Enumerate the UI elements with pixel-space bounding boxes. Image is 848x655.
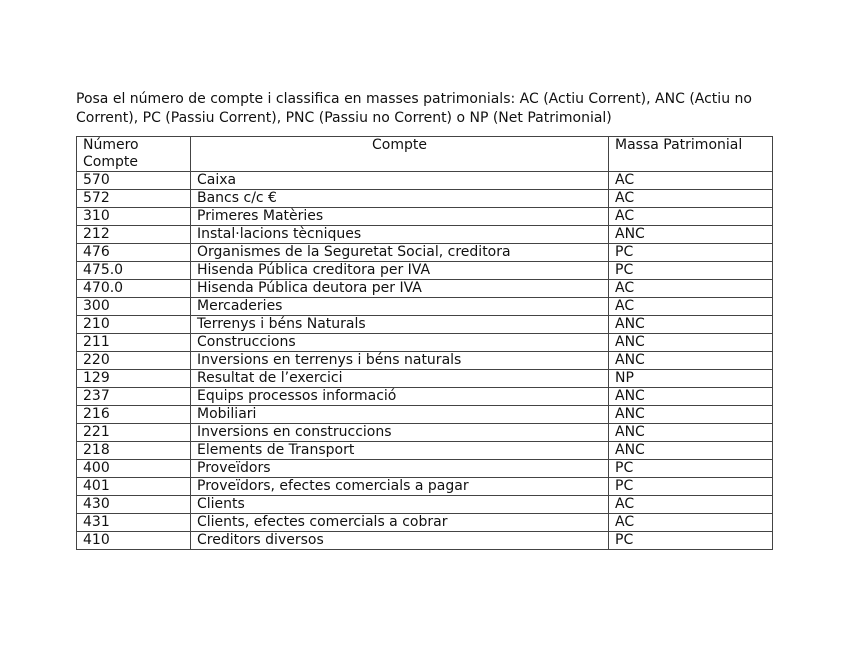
- patrimonial-mass-cell: ANC: [609, 334, 773, 352]
- account-number-cell: 475.0: [77, 262, 191, 280]
- table-row: [77, 496, 773, 514]
- account-number-cell: 400: [77, 460, 191, 478]
- patrimonial-mass-cell: AC: [609, 514, 773, 532]
- table-body: [77, 172, 773, 550]
- account-name-cell: Proveïdors: [191, 460, 609, 478]
- account-number-cell: 570: [77, 172, 191, 190]
- patrimonial-mass-cell: ANC: [609, 316, 773, 334]
- account-number-cell: 431: [77, 514, 191, 532]
- header-account-number: Número Compte: [77, 137, 191, 172]
- patrimonial-mass-cell: ANC: [609, 406, 773, 424]
- account-number-cell: 211: [77, 334, 191, 352]
- table-row: [77, 190, 773, 208]
- table-row: [77, 262, 773, 280]
- table-header-row: [77, 137, 773, 172]
- table-row: [77, 226, 773, 244]
- table-row: [77, 172, 773, 190]
- account-number-cell: 430: [77, 496, 191, 514]
- table-row: [77, 478, 773, 496]
- table-row: [77, 352, 773, 370]
- account-name-cell: Clients, efectes comercials a cobrar: [191, 514, 609, 532]
- table-row: [77, 244, 773, 262]
- patrimonial-mass-cell: AC: [609, 496, 773, 514]
- account-number-cell: 410: [77, 532, 191, 550]
- account-name-cell: Hisenda Pública deutora per IVA: [191, 280, 609, 298]
- patrimonial-mass-cell: ANC: [609, 352, 773, 370]
- table-row: [77, 370, 773, 388]
- patrimonial-mass-cell: AC: [609, 172, 773, 190]
- account-name-cell: Hisenda Pública creditora per IVA: [191, 262, 609, 280]
- account-name-cell: Creditors diversos: [191, 532, 609, 550]
- table-row: [77, 460, 773, 478]
- table-row: [77, 298, 773, 316]
- accounts-table: [76, 136, 773, 550]
- patrimonial-mass-cell: AC: [609, 298, 773, 316]
- account-number-cell: 220: [77, 352, 191, 370]
- account-number-cell: 572: [77, 190, 191, 208]
- account-name-cell: Bancs c/c €: [191, 190, 609, 208]
- patrimonial-mass-cell: NP: [609, 370, 773, 388]
- account-name-cell: Resultat de l’exercici: [191, 370, 609, 388]
- account-name-cell: Mercaderies: [191, 298, 609, 316]
- account-name-cell: Proveïdors, efectes comercials a pagar: [191, 478, 609, 496]
- account-number-cell: 401: [77, 478, 191, 496]
- account-number-cell: 218: [77, 442, 191, 460]
- header-account-name: Compte: [191, 137, 609, 172]
- account-name-cell: Instal·lacions tècniques: [191, 226, 609, 244]
- account-name-cell: Terrenys i béns Naturals: [191, 316, 609, 334]
- table-row: [77, 280, 773, 298]
- account-name-cell: Inversions en construccions: [191, 424, 609, 442]
- account-number-cell: 476: [77, 244, 191, 262]
- account-name-cell: Organismes de la Seguretat Social, creditora: [191, 244, 609, 262]
- table-row: [77, 514, 773, 532]
- header-patrimonial-mass: Massa Patrimonial: [609, 137, 773, 172]
- patrimonial-mass-cell: ANC: [609, 424, 773, 442]
- table-row: [77, 406, 773, 424]
- table-row: [77, 442, 773, 460]
- table-row: [77, 316, 773, 334]
- account-number-cell: 210: [77, 316, 191, 334]
- patrimonial-mass-cell: AC: [609, 190, 773, 208]
- account-number-cell: 310: [77, 208, 191, 226]
- table-row: [77, 424, 773, 442]
- table-row: [77, 334, 773, 352]
- account-number-cell: 237: [77, 388, 191, 406]
- patrimonial-mass-cell: PC: [609, 262, 773, 280]
- account-number-cell: 212: [77, 226, 191, 244]
- account-name-cell: Mobiliari: [191, 406, 609, 424]
- account-name-cell: Clients: [191, 496, 609, 514]
- account-name-cell: Inversions en terrenys i béns naturals: [191, 352, 609, 370]
- patrimonial-mass-cell: ANC: [609, 226, 773, 244]
- patrimonial-mass-cell: PC: [609, 460, 773, 478]
- account-name-cell: Primeres Matèries: [191, 208, 609, 226]
- account-number-cell: 300: [77, 298, 191, 316]
- instructions-text: Posa el número de compte i classifica en masses patrimonials: AC (Actiu Corrent), ANC (Actiu no Corrent), PC (Passiu Corrent), PNC (Passiu no Corrent) o NP (Net Patrimonial): [76, 91, 752, 126]
- account-number-cell: 129: [77, 370, 191, 388]
- patrimonial-mass-cell: PC: [609, 532, 773, 550]
- table-row: [77, 388, 773, 406]
- account-number-cell: 470.0: [77, 280, 191, 298]
- patrimonial-mass-cell: AC: [609, 208, 773, 226]
- patrimonial-mass-cell: AC: [609, 280, 773, 298]
- account-name-cell: Equips processos informació: [191, 388, 609, 406]
- document-page: [76, 90, 776, 550]
- patrimonial-mass-cell: PC: [609, 244, 773, 262]
- table-row: [77, 532, 773, 550]
- patrimonial-mass-cell: ANC: [609, 388, 773, 406]
- patrimonial-mass-cell: PC: [609, 478, 773, 496]
- account-number-cell: 221: [77, 424, 191, 442]
- patrimonial-mass-cell: ANC: [609, 442, 773, 460]
- account-name-cell: Elements de Transport: [191, 442, 609, 460]
- account-name-cell: Caixa: [191, 172, 609, 190]
- table-row: [77, 208, 773, 226]
- account-number-cell: 216: [77, 406, 191, 424]
- account-name-cell: Construccions: [191, 334, 609, 352]
